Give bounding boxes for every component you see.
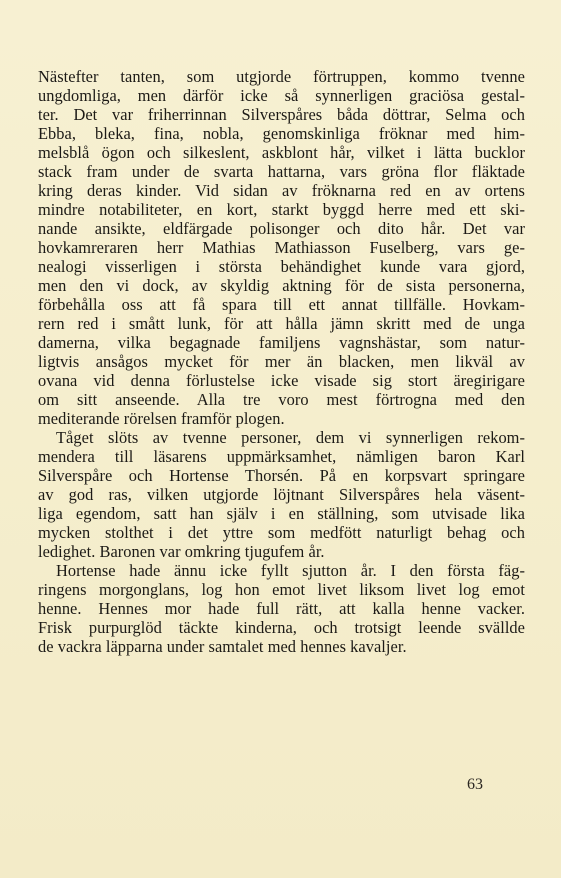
text-line: ter. Det var friherrinnan Silverspåres båda döttrar, Selma och: [38, 105, 525, 124]
text-line: damerna, vilka begagnade familjens vagnshästar, som natur-: [38, 333, 525, 352]
text-line: Nästefter tanten, som utgjorde förtruppen, kommo tvenne: [38, 67, 525, 86]
page-number: 63: [467, 776, 483, 793]
text-line: av god ras, vilken utgjorde löjtnant Silverspåres hela väsent-: [38, 485, 525, 504]
text-line: mindre notabiliteter, en kort, starkt byggd herre med ett ski-: [38, 200, 525, 219]
text-line: Frisk purpurglöd täckte kinderna, och trotsigt leende svällde: [38, 618, 525, 637]
text-line: mycken stolthet i det yttre som medfött naturligt behag och: [38, 523, 525, 542]
text-line: men den vi dock, av skyldig aktning för de sista personerna,: [38, 276, 525, 295]
text-line: nealogi visserligen i största behändighet kunde vara gjord,: [38, 257, 525, 276]
text-line: rern red i smått lunk, för att hålla jämn skritt med de unga: [38, 314, 525, 333]
text-line: ungdomliga, men därför icke så synnerligen graciösa gestal-: [38, 86, 525, 105]
text-line: ligtvis ansågos mycket för mer än blacken, men likväl av: [38, 352, 525, 371]
paragraph-2: [38, 428, 525, 561]
text-line: mendera till läsarens uppmärksamhet, nämligen baron Karl: [38, 447, 525, 466]
body-text: [38, 67, 525, 656]
text-line: kring deras kinder. Vid sidan av fröknarna red en av ortens: [38, 181, 525, 200]
text-line: Hortense hade ännu icke fyllt sjutton år. I den första fäg-: [56, 561, 525, 580]
text-line: ringens morgonglans, log hon emot livet liksom livet log emot: [38, 580, 525, 599]
text-line: Silverspåre och Hortense Thorsén. På en korpsvart springare: [38, 466, 525, 485]
text-line: nande ansikte, eldfärgade polisonger och dito hår. Det var: [38, 219, 525, 238]
paragraph-1: [38, 67, 525, 428]
text-line: stack fram under de svarta hattarna, vars gröna flor fläktade: [38, 162, 525, 181]
text-line: ovana vid denna förlustelse icke visade sig stort äregirigare: [38, 371, 525, 390]
text-line: de vackra läpparna under samtalet med hennes kavaljer.: [38, 637, 407, 656]
text-line: Tåget slöts av tvenne personer, dem vi synnerligen rekom-: [56, 428, 525, 447]
text-line: liga egendom, satt han själv i en ställning, som utvisade lika: [38, 504, 525, 523]
text-line: hovkamreraren herr Mathias Mathiasson Fuselberg, vars ge-: [38, 238, 525, 257]
text-line: mediterande rörelsen framför plogen.: [38, 409, 285, 428]
text-line: förbehålla oss att få spara till ett annat tillfälle. Hovkam-: [38, 295, 525, 314]
text-line: om sitt anseende. Alla tre voro mest förtrogna med den: [38, 390, 525, 409]
text-line: ledighet. Baronen var omkring tjugufem år.: [38, 542, 325, 561]
text-line: Ebba, bleka, fina, nobla, genomskinliga fröknar med him-: [38, 124, 525, 143]
paragraph-3: [38, 561, 525, 656]
text-line: henne. Hennes mor hade full rätt, att kalla henne vacker.: [38, 599, 525, 618]
text-line: melsblå ögon och silkeslent, askblont hår, vilket i lätta bucklor: [38, 143, 525, 162]
